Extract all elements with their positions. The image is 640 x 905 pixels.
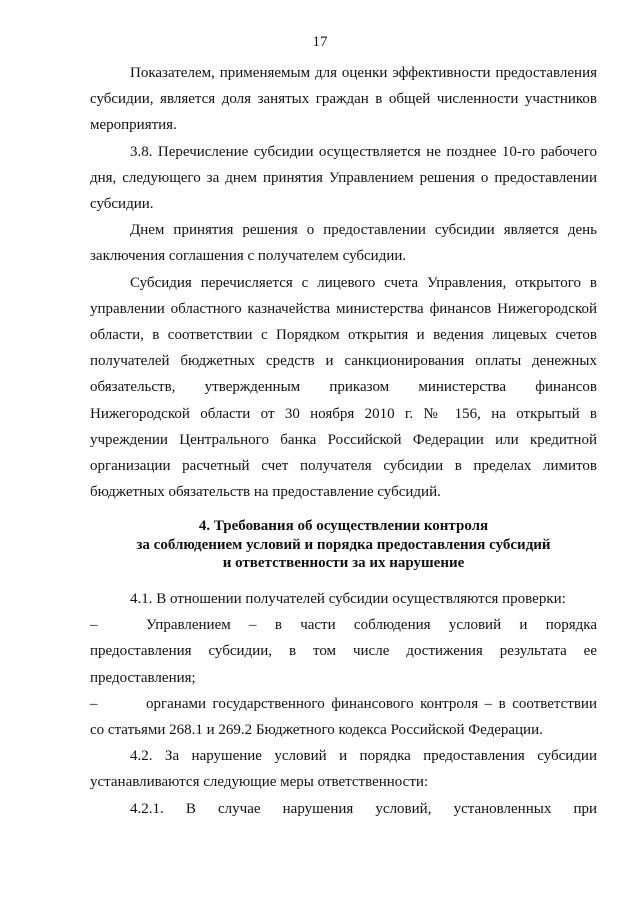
dash-marker: – (90, 695, 98, 712)
list-item-management-check (90, 612, 597, 691)
section-4-heading-line-3: и ответственности за их нарушение (222, 555, 465, 572)
paragraph-efficiency-indicator: Показателем, применяемым для оценки эффективности предоставления субсидии, является доля занятых граждан в общей численности участников мероприятия. (90, 65, 597, 134)
paragraph-subsidy-transfer: Субсидия перечисляется с лицевого счета Управления, открытого в управлении областного казначейства министерства финансов Нижегородской области, в соответствии с Порядком открытия и ведения лицевых счетов получателей бюджетных средств и санкционирования оплаты денежных обязательств, утвержденным приказом министерства финансов Нижегородской области от 30 ноября 2010 г. № 156, на открытый в учреждении Центрального банка Российской Федерации или кредитной организации расчетный счет получателя субсидии в пределах лимитов бюджетных обязательств на предоставление субсидий. (90, 274, 597, 501)
section-4-heading-line-2: за соблюдением условий и порядка предоставления субсидий (136, 536, 551, 553)
paragraph-decision-day: Днем принятия решения о предоставлении субсидии является день заключения соглашения с получателем субсидии. (90, 222, 597, 265)
paragraph-4-2: 4.2. За нарушение условий и порядка предоставления субсидии устанавливаются следующие меры ответственности: (90, 748, 597, 791)
list-item-text: органами государственного финансового контроля – в соответствии со статьями 268.1 и 269.2 Бюджетного кодекса Российской Федерации. (90, 695, 597, 738)
paragraph-4-2-1: 4.2.1. В случае нарушения условий, установленных при (130, 800, 597, 817)
paragraph-3-8: 3.8. Перечисление субсидии осуществляется не позднее 10-го рабочего дня, следующего за днем принятия Управлением решения о предоставлении субсидии. (90, 143, 597, 213)
section-4-heading-line-1: 4. Требования об осуществлении контроля (198, 518, 489, 535)
list-item-financial-control (90, 691, 597, 743)
list-item-text: Управлением – в части соблюдения условий и порядка предоставления субсидии, в том числе достижения результата ее предоставления; (90, 617, 597, 686)
page-number: 17 (312, 34, 328, 50)
dash-marker: – (90, 617, 98, 634)
section-4-heading (90, 517, 597, 573)
document-body (90, 60, 597, 822)
paragraph-4-1: 4.1. В отношении получателей субсидии осуществляются проверки: (130, 590, 566, 607)
